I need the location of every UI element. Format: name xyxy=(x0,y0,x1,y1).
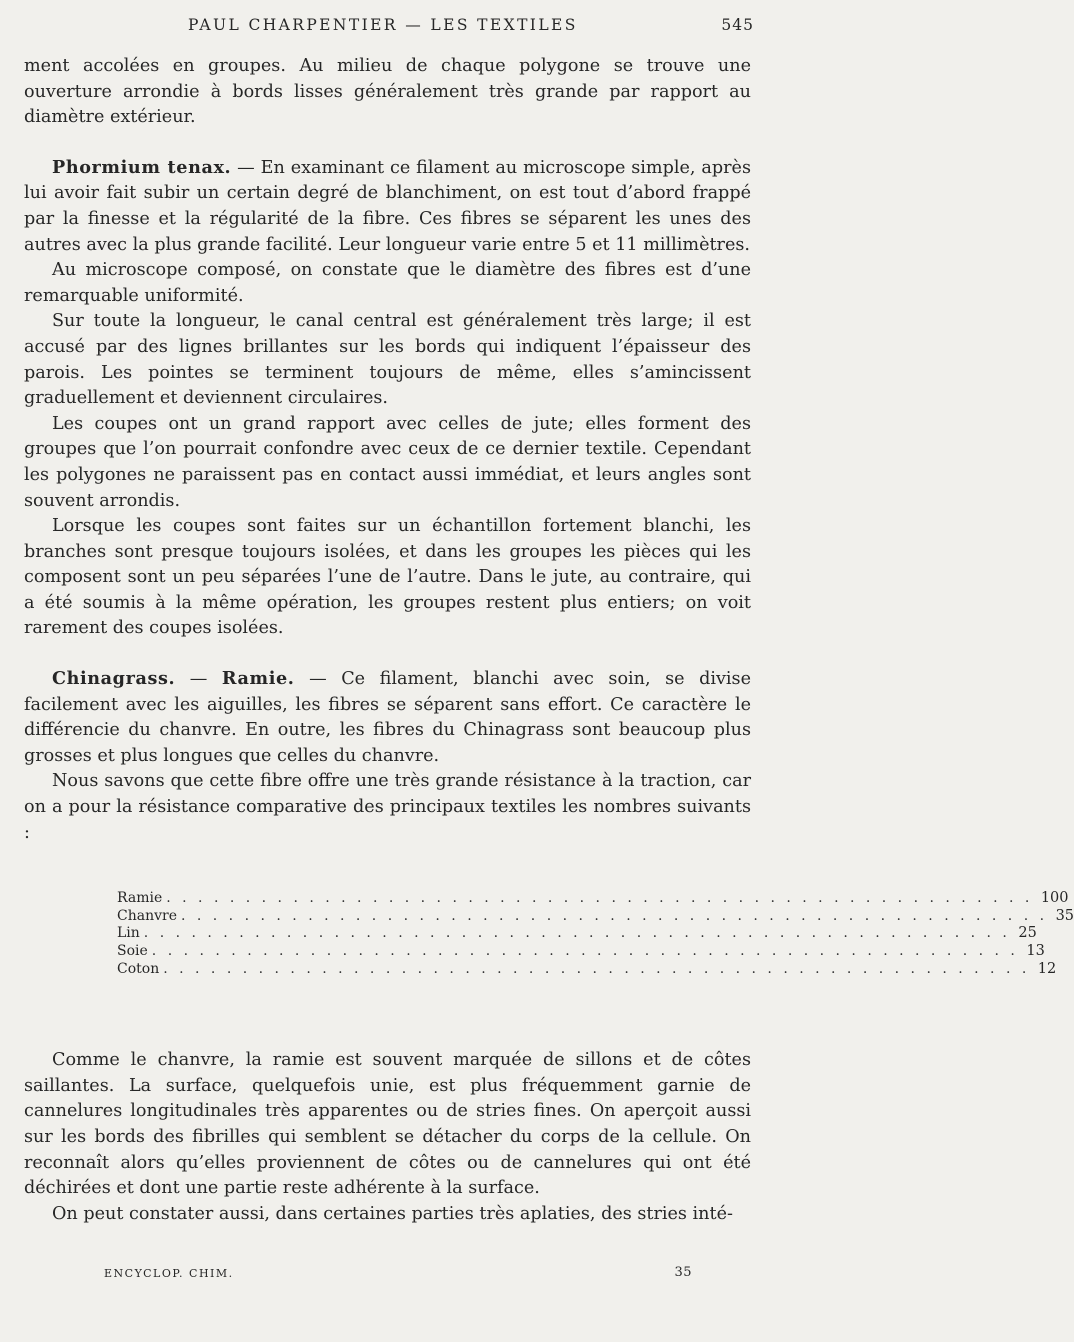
leader-dots: . . . . . . . . . . . . . . . . . . . . . . . . . . . . . . . . . . . . . . . . . . . . . . . . . . . . . . . xyxy=(166,890,1033,907)
paragraph: Sur toute la longueur, le canal central est généralement très large; il est accusé par des lignes brillantes sur les bords qui indiquent l’épaisseur des parois. Les pointes se terminent toujours de même, elles s’amincissent graduellement et deviennent circulaires. xyxy=(24,311,751,409)
footer-signature: ENCYCLOP. CHIM. xyxy=(104,1267,234,1280)
section-heading-ramie: Ramie. xyxy=(221,668,295,690)
row-value: 25 xyxy=(1018,925,1037,942)
row-label: Soie xyxy=(117,943,148,959)
paragraph-text: — Ce filament, blanchi avec soin, se divise facilement avec les aiguilles, les fibres se séparent sans effort. Ce caractère le différencie du chanvre. En outre, les fibres du Chinagrass sont beaucoup plus grosses et plus longues que celles du chanvre. xyxy=(24,669,752,766)
running-title: PAUL CHARPENTIER — LES TEXTILES xyxy=(188,16,578,34)
section-heading-chinagrass: Chinagrass. xyxy=(52,668,176,690)
row-value: 13 xyxy=(1026,943,1045,959)
page-body xyxy=(24,54,1074,1227)
row-value: 12 xyxy=(1037,960,1057,977)
leader-dots: . . . . . . . . . . . . . . . . . . . . . . . . . . . . . . . . . . . . . . . . . . . . . . . . . . . . . . . xyxy=(163,960,1030,977)
running-header xyxy=(0,16,800,40)
row-label: Chanvre xyxy=(117,907,177,924)
table-row xyxy=(117,890,1069,908)
paragraph: Nous savons que cette fibre offre une très grande résistance à la traction, car on a pour la résistance comparative des principaux textiles les nombres suivants : xyxy=(24,771,751,843)
paragraph: Comme le chanvre, la ramie est souvent marquée de sillons et de côtes saillantes. La surface, quelquefois unie, est plus fréquemment garnie de cannelures longitudinales très apparentes ou de stries fines. On aperçoit aussi sur les bords des fibrilles qui semblent se détacher du corps de la cellule. On reconnaît alors qu’elles proviennent de côtes ou de cannelures qui ont été déchirées et dont une partie reste adhérente à la surface. xyxy=(24,1050,751,1199)
row-label: Ramie xyxy=(117,890,163,907)
paragraph: On peut constater aussi, dans certaines parties très aplaties, des stries inté- xyxy=(52,1203,733,1224)
leader-dots: . . . . . . . . . . . . . . . . . . . . . . . . . . . . . . . . . . . . . . . . . . . . . . . . . . . . . . . xyxy=(143,925,1011,942)
leader-dots: . . . . . . . . . . . . . . . . . . . . . . . . . . . . . . . . . . . . . . . . . . . . . . . . . . . . . . . xyxy=(151,943,1019,959)
resistance-table xyxy=(117,890,1074,978)
row-value: 35 xyxy=(1055,907,1074,924)
paragraph-text: — En examinant ce filament au microscope simple, après lui avoir fait subir un certain degré de blanchiment, on est tout d’abord frappé par la finesse et la régularité de la fibre. Ces fibres se séparent les unes des autres avec la plus grande facilité. Leur longueur varie entre 5 et 11 millimètres. xyxy=(24,157,751,255)
heading-dash: — xyxy=(175,669,222,690)
row-label: Lin xyxy=(117,925,140,942)
row-label: Coton xyxy=(117,960,160,977)
table-row xyxy=(117,925,1037,943)
leader-dots: . . . . . . . . . . . . . . . . . . . . . . . . . . . . . . . . . . . . . . . . . . . . . . . . . . . . . . . xyxy=(180,907,1048,924)
table-row xyxy=(117,907,1074,926)
page-number: 545 xyxy=(721,16,754,34)
paragraph: Les coupes ont un grand rapport avec celles de jute; elles forment des groupes que l’on pourrait confondre avec ceux de ce dernier textile. Cependant les polygones ne paraissent pas en contact aussi immédiat, et leurs angles sont souvent arrondis. xyxy=(24,413,751,511)
table-row xyxy=(117,960,1057,979)
section-heading-phormium: Phormium tenax. xyxy=(52,156,232,178)
paragraph-phormium xyxy=(24,155,751,258)
paragraph: ment accolées en groupes. Au milieu de chaque polygone se trouve une ouverture arrondie à bords lisses généralement très grande par rapport au diamètre extérieur. xyxy=(24,56,751,128)
sheet-number: 35 xyxy=(674,1265,692,1280)
row-value: 100 xyxy=(1040,890,1069,907)
table-row xyxy=(117,943,1045,961)
paragraph-chinagrass xyxy=(24,666,751,769)
page-footer xyxy=(0,1267,800,1287)
paragraph: Au microscope composé, on constate que le diamètre des fibres est d’une remarquable uniformité. xyxy=(24,260,751,306)
paragraph: Lorsque les coupes sont faites sur un échantillon fortement blanchi, les branches sont presque toujours isolées, et dans les groupes les pièces qui les composent sont un peu séparées l’une de l’autre. Dans le jute, au contraire, qui a été soumis à la même opération, les groupes restent plus entiers; on voit rarement des coupes isolées. xyxy=(24,516,751,639)
